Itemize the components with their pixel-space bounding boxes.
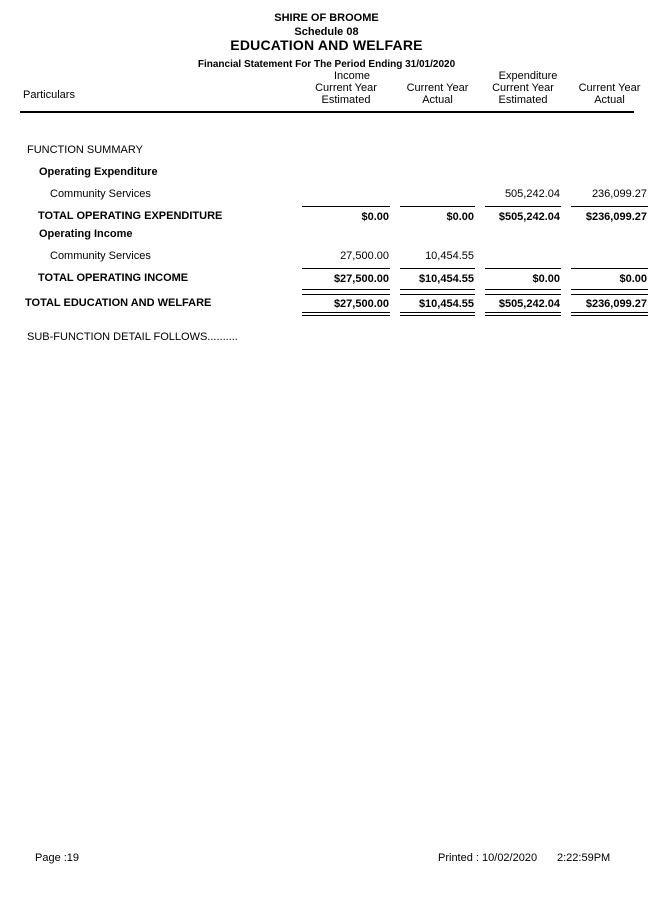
table-row-total-operating-income [20, 268, 647, 290]
footer-printed-date: Printed : 10/02/2020 [438, 852, 538, 864]
income-estimated-value: $0.00 [302, 206, 390, 224]
column-header-line: Actual [422, 94, 453, 106]
income-estimated-value [302, 144, 390, 157]
income-estimated-value: 27,500.00 [340, 250, 389, 262]
row-label: Community Services [50, 250, 151, 262]
expenditure-actual-value: $236,099.27 [571, 294, 648, 316]
income-estimated-value [302, 188, 390, 201]
income-actual-value: $0.00 [400, 206, 475, 224]
footnote: SUB-FUNCTION DETAIL FOLLOWS.......... [27, 331, 238, 343]
column-header-line: Estimated [321, 94, 371, 106]
report-program-title: EDUCATION AND WELFARE [230, 37, 423, 53]
row-label: TOTAL OPERATING EXPENDITURE [38, 210, 223, 222]
header-rule [20, 111, 634, 113]
income-actual-value [400, 144, 475, 157]
row-label: Operating Income [39, 228, 133, 240]
expenditure-estimated-value [485, 166, 561, 179]
report-period: Financial Statement For The Period Ending 31/01/2020 [197, 59, 456, 70]
income-actual-value [400, 188, 475, 201]
column-header-income-estimated [302, 82, 390, 106]
income-estimated-value [302, 228, 390, 241]
table-row-function-summary [20, 144, 638, 157]
expenditure-actual-value [571, 228, 648, 241]
table-row-operating-income [20, 228, 638, 241]
expenditure-estimated-value: $505,242.04 [485, 294, 561, 316]
table-row-total-operating-expenditure [20, 206, 647, 224]
expenditure-actual-value: 236,099.27 [591, 188, 647, 200]
expenditure-estimated-value [485, 250, 561, 263]
income-actual-value: 10,454.55 [425, 250, 474, 262]
expenditure-actual-value [571, 166, 648, 179]
expenditure-estimated-value: $0.00 [485, 268, 561, 290]
column-header-line: Actual [594, 94, 625, 106]
income-estimated-value: $27,500.00 [302, 294, 390, 316]
expenditure-actual-value: $236,099.27 [571, 206, 648, 224]
column-header-expenditure-estimated [485, 82, 561, 106]
table-row-total-education-and-welfare [20, 294, 647, 316]
column-header-line: Current Year [406, 82, 469, 94]
footer-page-number: Page :19 [35, 852, 80, 864]
expenditure-estimated-value [485, 144, 561, 157]
particulars-column-header: Particulars [23, 89, 75, 101]
table-row-community-services-income [20, 250, 638, 263]
row-label: Community Services [50, 188, 151, 200]
column-header-expenditure-actual [571, 82, 648, 106]
expenditure-estimated-value: 505,242.04 [504, 188, 560, 200]
footer-printed-time: 2:22:59PM [557, 852, 611, 864]
report-schedule: Schedule 08 [294, 26, 359, 38]
row-label: FUNCTION SUMMARY [27, 144, 143, 156]
income-actual-value [400, 166, 475, 179]
income-estimated-value: $27,500.00 [302, 268, 390, 290]
expenditure-actual-value [571, 250, 648, 263]
column-header-line: Estimated [498, 94, 548, 106]
column-header-income-actual [400, 82, 475, 106]
column-header-line: Current Year [315, 82, 377, 94]
expenditure-estimated-value [485, 228, 561, 241]
report-organisation: SHIRE OF BROOME [274, 12, 379, 24]
expenditure-actual-value: $0.00 [571, 268, 648, 290]
income-actual-value: $10,454.55 [400, 294, 475, 316]
income-actual-value: $10,454.55 [400, 268, 475, 290]
column-headers-spacer [20, 82, 292, 106]
row-label: TOTAL OPERATING INCOME [38, 272, 189, 284]
table-row-community-services-expenditure [20, 188, 647, 201]
expenditure-group-header: Expenditure [498, 70, 558, 82]
expenditure-actual-value [571, 144, 648, 157]
row-label: Operating Expenditure [39, 166, 158, 178]
table-row-operating-expenditure [20, 166, 638, 179]
row-label: TOTAL EDUCATION AND WELFARE [25, 297, 212, 309]
income-actual-value [400, 228, 475, 241]
income-estimated-value [302, 166, 390, 179]
column-header-line: Current Year [578, 82, 641, 94]
income-group-header: Income [333, 70, 371, 82]
column-headers-row [20, 82, 641, 106]
column-header-line: Current Year [492, 82, 554, 94]
expenditure-estimated-value: $505,242.04 [485, 206, 561, 224]
